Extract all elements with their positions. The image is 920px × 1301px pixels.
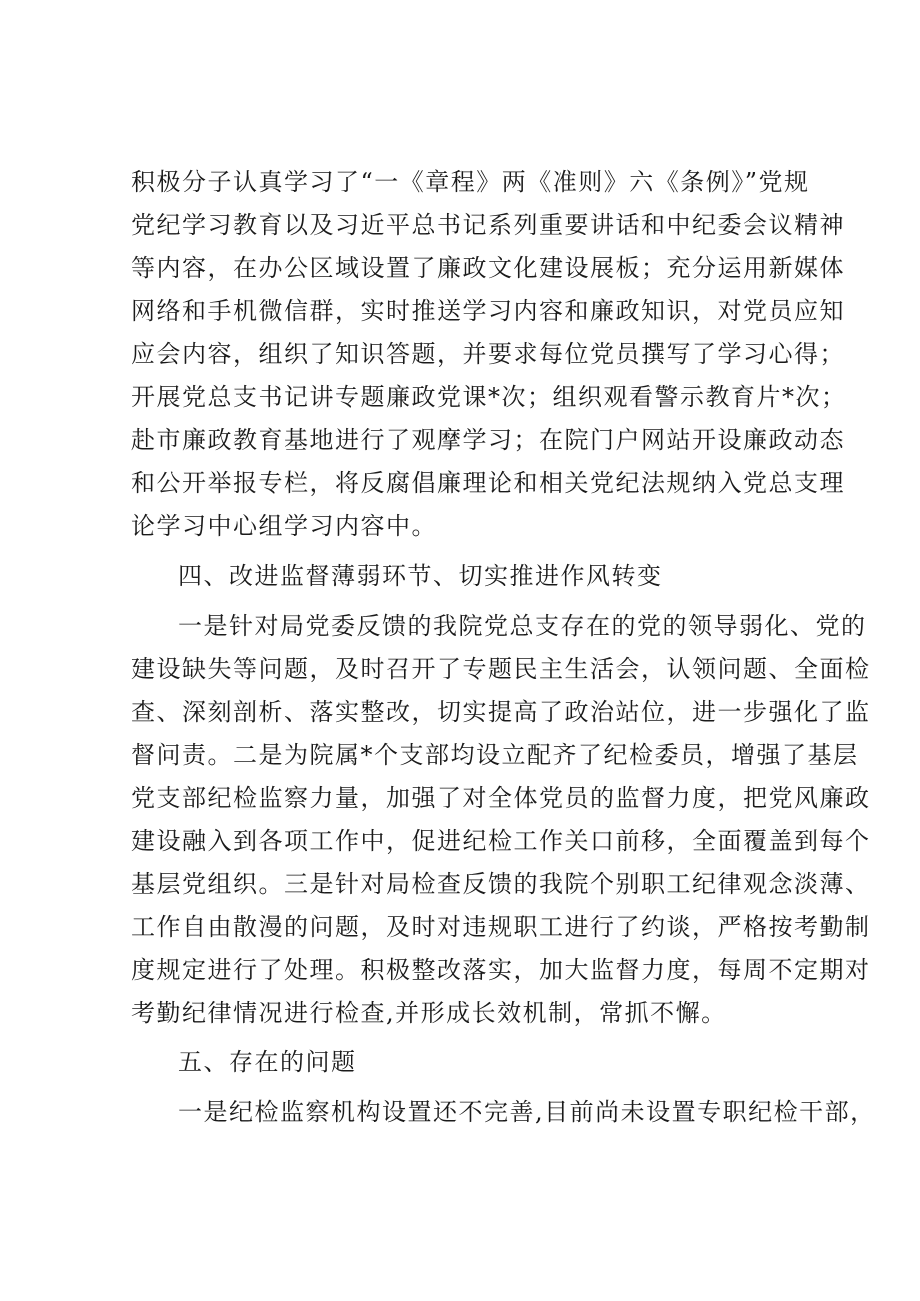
para1-line-4: 网络和手机微信群，实时推送学习内容和廉政知识，对党员应知 — [131, 297, 845, 325]
para1-line-2: 党纪学习教育以及习近平总书记系列重要讲话和中纪委会议精神 — [131, 211, 845, 239]
para2-line-2: 建设缺失等问题，及时召开了专题民主生活会，认领问题、全面检 — [131, 655, 871, 683]
para2-line-5: 党支部纪检监察力量，加强了对全体党员的监督力度，把党风廉政 — [131, 784, 871, 812]
section-heading-5: 五、存在的问题 — [178, 1048, 357, 1076]
para3-line-1: 一是纪检监察机构设置还不完善,目前尚未设置专职纪检干部， — [178, 1098, 876, 1126]
para2-line-6: 建设融入到各项工作中，促进纪检工作关口前移，全面覆盖到每个 — [131, 827, 871, 855]
para1-line-9: 论学习中心组学习内容中。 — [131, 512, 437, 540]
section-heading-4: 四、改进监督薄弱环节、切实推进作风转变 — [178, 562, 663, 590]
para1-line-8: 和公开举报专栏，将反腐倡廉理论和相关党纪法规纳入党总支理 — [131, 469, 845, 497]
para2-line-3: 查、深刻剖析、落实整改，切实提高了政治站位，进一步强化了监 — [131, 698, 871, 726]
para1-line-3: 等内容，在办公区域设置了廉政文化建设展板；充分运用新媒体 — [131, 254, 845, 282]
para1-line-6: 开展党总支书记讲专题廉政党课*次；组织观看警示教育片*次； — [131, 383, 847, 411]
para2-line-10: 考勤纪律情况进行检查,并形成长效机制，常抓不懈。 — [131, 999, 727, 1027]
para2-line-9: 度规定进行了处理。积极整改落实，加大监督力度，每周不定期对 — [131, 956, 871, 984]
para2-line-1: 一是针对局党委反馈的我院党总支存在的党的领导弱化、党的 — [178, 612, 867, 640]
para2-line-7: 基层党组织。三是针对局检查反馈的我院个别职工纪律观念淡薄、 — [131, 870, 871, 898]
para1-line-1: 积极分子认真学习了“一《章程》两《准则》六《条例》”党规 — [131, 168, 810, 196]
para2-line-8: 工作自由散漫的问题，及时对违规职工进行了约谈，严格按考勤制 — [131, 913, 871, 941]
para1-line-7: 赴市廉政教育基地进行了观摩学习；在院门户网站开设廉政动态 — [131, 426, 845, 454]
para1-line-5: 应会内容，组织了知识答题，并要求每位党员撰写了学习心得； — [131, 340, 845, 368]
para2-line-4: 督问责。二是为院属*个支部均设立配齐了纪检委员，增强了基层 — [131, 741, 859, 769]
